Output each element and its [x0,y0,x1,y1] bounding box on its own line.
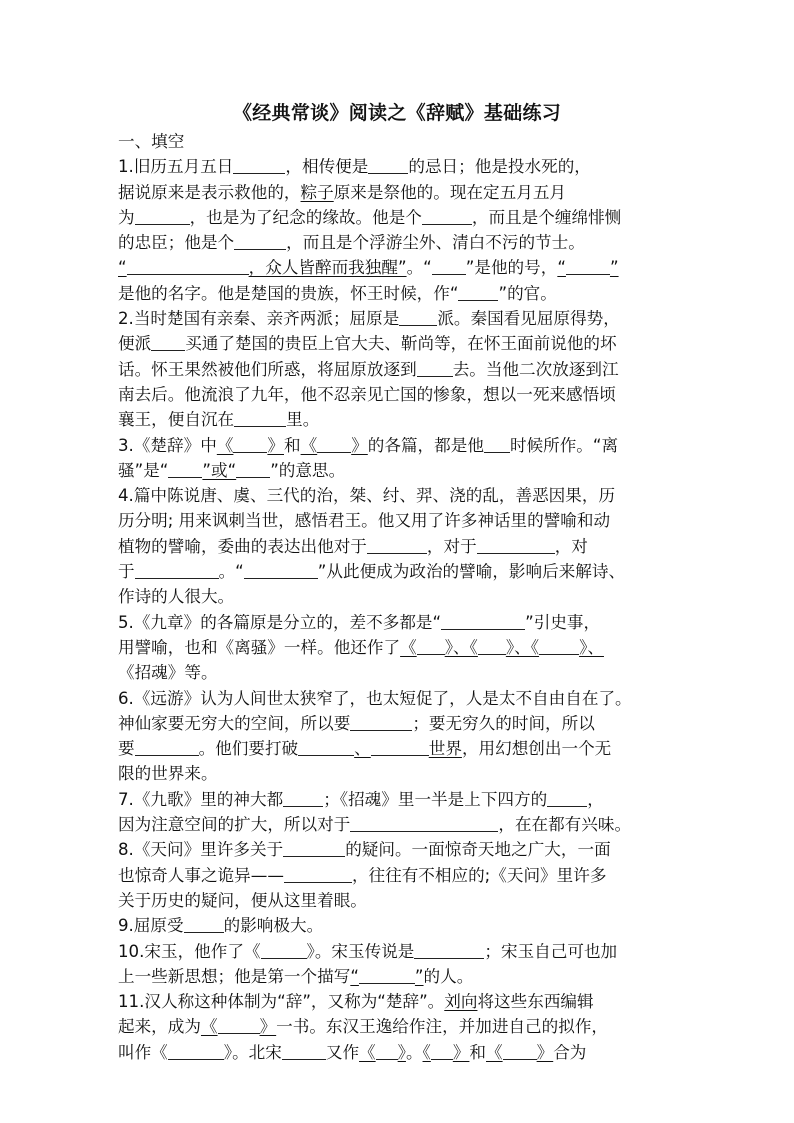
answer-blank[interactable] [184,914,224,933]
answer-blank[interactable] [283,788,323,807]
question-text: ，相传便是 [285,157,369,177]
answer-blank[interactable] [168,459,202,478]
question-text: 植物的譬喻，委曲的表达出他对于 [118,536,367,556]
question-text: ”引史事， [525,612,601,632]
bracket-open: 《 [359,1042,376,1062]
question-text: 上一些新思想；他是第一个描写 [118,966,351,986]
answer-blank[interactable] [432,256,466,275]
question-text: 叫作《 [118,1042,168,1062]
question-11-line-3 [118,1040,676,1065]
bracket-separator: 》、《 [444,637,478,657]
question-6-line-4 [118,761,676,786]
answer-blank[interactable] [234,231,286,250]
answer-blank[interactable] [367,535,427,554]
answer-blank[interactable] [422,206,472,225]
answer-blank[interactable] [484,434,510,453]
question-text: 买通了楚国的贵臣上官大夫、靳尚等，在怀王面前说他的坏 [185,334,617,354]
question-text: 4.篇中陈说唐、虞、三代的治，桀、纣、羿、浇的乱，善恶因果，历 [118,486,616,506]
question-4-line-5 [118,584,676,609]
question-text: 去。当他二次放逐到江 [452,359,619,379]
answer-blank[interactable] [566,256,610,275]
answer-blank[interactable] [359,965,415,984]
question-text: 时候所作。“离 [509,435,619,455]
answer-blank[interactable] [282,1041,326,1060]
question-text: 2.当时楚国有亲秦、亲齐两派；屈原是 [118,309,400,329]
question-4 [118,483,676,609]
answer-blank[interactable] [371,737,429,756]
question-text: 10.宋玉，他作了《 [118,941,261,961]
question-10 [118,939,676,990]
question-4-line-4 [118,559,676,584]
question-1-line-3 [118,205,676,230]
question-2-line-4 [118,382,676,407]
answer-blank[interactable] [417,636,445,655]
question-text: ；宋玉自己可也加 [484,941,618,961]
question-text: 用譬喻，也和《离骚》一样。他还作了 [118,637,401,657]
bracket-close: 》 [452,1042,470,1062]
question-text: ，而且是个缠绵悱恻 [471,207,622,227]
question-7-line-2 [118,812,676,837]
question-3-line-2 [118,458,676,483]
quote-mark: ” [414,966,424,986]
bracket-close: 》 [267,435,284,455]
question-1 [118,154,676,306]
answer-blank[interactable] [135,737,199,756]
answer-blank[interactable] [478,636,506,655]
question-1-line-5 [118,255,676,280]
bracket-open: 《 [400,637,417,657]
question-5-line-1 [118,610,676,635]
question-11-line-1 [118,989,676,1014]
question-text: 《招魂》等。 [118,663,218,683]
question-text: 南去后。他流浪了九年，他不忍亲见亡国的惨象，想以一死来感悟顷 [118,384,616,404]
question-5-line-2 [118,635,676,660]
answer-blank[interactable] [168,1041,224,1060]
question-3-line-1 [118,433,676,458]
answer-blank[interactable] [233,434,267,453]
underlined-term: 刘向 [444,992,478,1012]
question-text: 的人。 [423,966,474,986]
question-text: 8.《天问》里许多关于 [118,840,284,860]
answer-blank[interactable] [431,1041,453,1060]
answer-blank[interactable] [376,1041,398,1060]
quote-mark: “ [118,258,127,278]
quote-mark: “ [557,258,566,278]
question-text: 3.《楚辞》中 [118,435,217,455]
question-2-line-1 [118,306,676,331]
question-text: 》。宋玉传说是 [306,941,415,961]
question-text: ”从此便成为政治的譬喻，影响后来解诗、 [317,562,626,582]
bracket-open: 《 [486,1042,503,1062]
question-text: 原来是祭他的。现在定五月五月 [333,182,567,202]
question-4-line-2 [118,508,676,533]
question-text: ， [587,789,604,809]
question-1-line-6 [118,281,676,306]
question-text: 11.汉人称这种体制为“辞”，又称为“楚辞”。 [118,992,445,1012]
bracket-separator: 》、《 [505,637,540,657]
quote-mark: “ [350,966,359,986]
question-5-line-3 [118,660,676,685]
answer-blank[interactable] [368,155,408,174]
question-text: ”的意思。 [270,460,346,480]
answer-blank[interactable] [127,256,249,275]
question-text: 的疑问。一面惊奇天地之广大，一面 [345,840,611,860]
question-8-line-1 [118,837,676,862]
question-text: 的忠臣；他是个 [118,233,235,253]
question-text: 。“ [218,562,244,582]
question-text: 。他们要打破 [198,739,299,759]
answer-blank[interactable] [399,307,437,326]
question-text: 。“ [406,258,432,278]
question-text: 的各篇，都是他 [367,435,484,455]
question-text: 又作 [325,1042,360,1062]
answer-blank[interactable] [298,737,354,756]
question-6 [118,686,676,787]
question-text: 神仙家要无穷大的空间，所以要 [118,713,351,733]
bracket-open: 《 [200,1017,218,1037]
question-text: 襄王，便自沉在 [118,410,235,430]
question-4-line-3 [118,534,676,559]
question-11-line-2 [118,1014,676,1039]
question-text: 便派 [118,334,152,354]
answer-blank[interactable] [458,282,498,301]
bracket-close: 》 [259,1017,277,1037]
bracket-open: 《 [216,435,234,455]
question-text: 限的世界来。 [118,764,218,784]
question-text: ；要无穷久的时间，所以 [412,713,595,733]
question-text: 的忌日；他是投水死的， [408,157,591,177]
question-text: ；《招魂》里一半是上下四方的 [323,789,548,809]
question-3 [118,433,676,484]
question-2-line-2 [118,331,676,356]
question-2-line-5 [118,407,676,432]
question-text: ，用幻想创出一个无 [461,739,612,759]
question-text: 是他的名字。他是楚国的贵族，怀王时候，作“ [118,283,459,303]
question-text: 。 [405,1042,423,1062]
answer-blank[interactable] [151,332,185,351]
underlined-term: 粽子 [300,182,334,202]
answer-blank[interactable] [414,940,484,959]
answer-blank[interactable] [135,206,190,225]
answer-blank[interactable] [233,155,285,174]
underlined-term: 世界 [428,739,462,759]
question-text: ，往往有不相应的;《天问》里许多 [351,865,607,885]
question-text: 骚”是“ [118,460,169,480]
question-text: 和 [469,1042,487,1062]
question-text: 历分明; 用来讽刺当世，感悟君王。他又用了许多神话里的譬喻和动 [118,511,611,531]
question-9 [118,913,676,938]
question-8 [118,837,676,913]
question-text: 5.《九章》的各篇原是分立的，差不多都是“ [118,612,442,632]
question-text: ，对于 [426,536,477,556]
question-4-line-1 [118,483,676,508]
answer-blank[interactable] [350,813,498,832]
question-11 [118,989,676,1065]
question-text: 将这些东西编辑 [477,992,594,1012]
question-text: 据说原来是表示救他的， [118,182,301,202]
answer-blank[interactable] [236,459,270,478]
question-text: ”的官。 [498,283,557,303]
question-text: 派。秦国看见屈原得势， [437,309,620,329]
answer-blank[interactable] [547,788,587,807]
question-7-line-1 [118,787,676,812]
bracket-close: 》 [351,435,368,455]
quote-mark: ” [609,258,619,278]
answer-blank[interactable] [261,940,307,959]
answer-blank[interactable] [539,636,579,655]
question-10-line-2 [118,964,676,989]
question-text: ，对 [554,536,588,556]
question-8-line-2 [118,863,676,888]
question-text: ”是他的号， [465,258,558,278]
answer-blank[interactable] [135,560,219,579]
question-text: 里。 [286,410,320,430]
question-text: 、 [354,739,371,759]
question-text: 话。怀王果然被他们所惑，将屈原放逐到 [118,359,417,379]
question-10-line-1 [118,939,676,964]
question-text: 的影响极大。 [223,916,324,936]
question-text: 要 [118,739,135,759]
quotation-text: ，众人皆醉而我独醒” [248,258,407,278]
section-heading: 一、填空 [118,132,185,151]
question-text: 9.屈原受 [118,916,184,936]
question-text: 1.旧历五月五日 [118,157,234,177]
question-text: 起来，成为 [118,1017,201,1037]
question-text: ，而且是个浮游尘外、清白不污的节士。 [286,233,585,253]
question-text: ，也是为了纪念的缘故。他是个 [189,207,422,227]
question-text: 为 [118,207,135,227]
question-text: 和 [284,435,301,455]
question-text: 作诗的人很大。 [118,587,235,607]
answer-blank[interactable] [317,434,351,453]
answer-blank[interactable] [244,560,318,579]
answer-blank[interactable] [441,611,525,630]
question-9-line-1 [118,913,676,938]
bracket-open: 《 [422,1042,431,1062]
question-1-line-1 [118,154,676,179]
question-text: 6.《远游》认为人间世太狭窄了，也太短促了，人是太不自由自在了。 [118,688,632,708]
answer-blank[interactable] [477,535,555,554]
question-8-line-3 [118,888,676,913]
answer-blank[interactable] [283,838,345,857]
answer-blank[interactable] [417,358,453,377]
question-text: 也惊奇人事之诡异—— [118,865,284,885]
answer-blank[interactable] [218,1015,260,1034]
question-2 [118,306,676,432]
question-text: ，在在都有兴味。 [498,815,632,835]
question-6-line-1 [118,686,676,711]
question-6-line-3 [118,736,676,761]
question-1-line-2 [118,180,676,205]
answer-blank[interactable] [350,712,412,731]
question-2-line-3 [118,357,676,382]
question-text: 7.《九歌》里的神大都 [118,789,284,809]
question-text: 于 [118,562,135,582]
bracket-open: 《 [300,435,318,455]
page-title: 《经典常谈》阅读之《辞赋》基础练习 [232,102,562,124]
answer-blank[interactable] [234,408,286,427]
question-7 [118,787,676,838]
answer-blank[interactable] [503,1041,537,1060]
question-5 [118,610,676,686]
question-text: 一书。东汉王逸给作注，并加进自己的拟作， [276,1017,609,1037]
question-text: 关于历史的疑问，便从这里着眼。 [118,890,367,910]
question-1-line-4 [118,230,676,255]
question-text: 》。北宋 [223,1042,282,1062]
bracket-close: 》 [536,1042,554,1062]
answer-blank[interactable] [284,864,352,883]
question-text: 合为 [553,1042,587,1062]
bracket-close: 》、 [579,637,604,657]
bracket-close: 》 [397,1042,406,1062]
question-text: ”或“ [202,460,237,480]
question-6-line-2 [118,711,676,736]
question-text: 因为注意空间的扩大，所以对于 [118,815,351,835]
